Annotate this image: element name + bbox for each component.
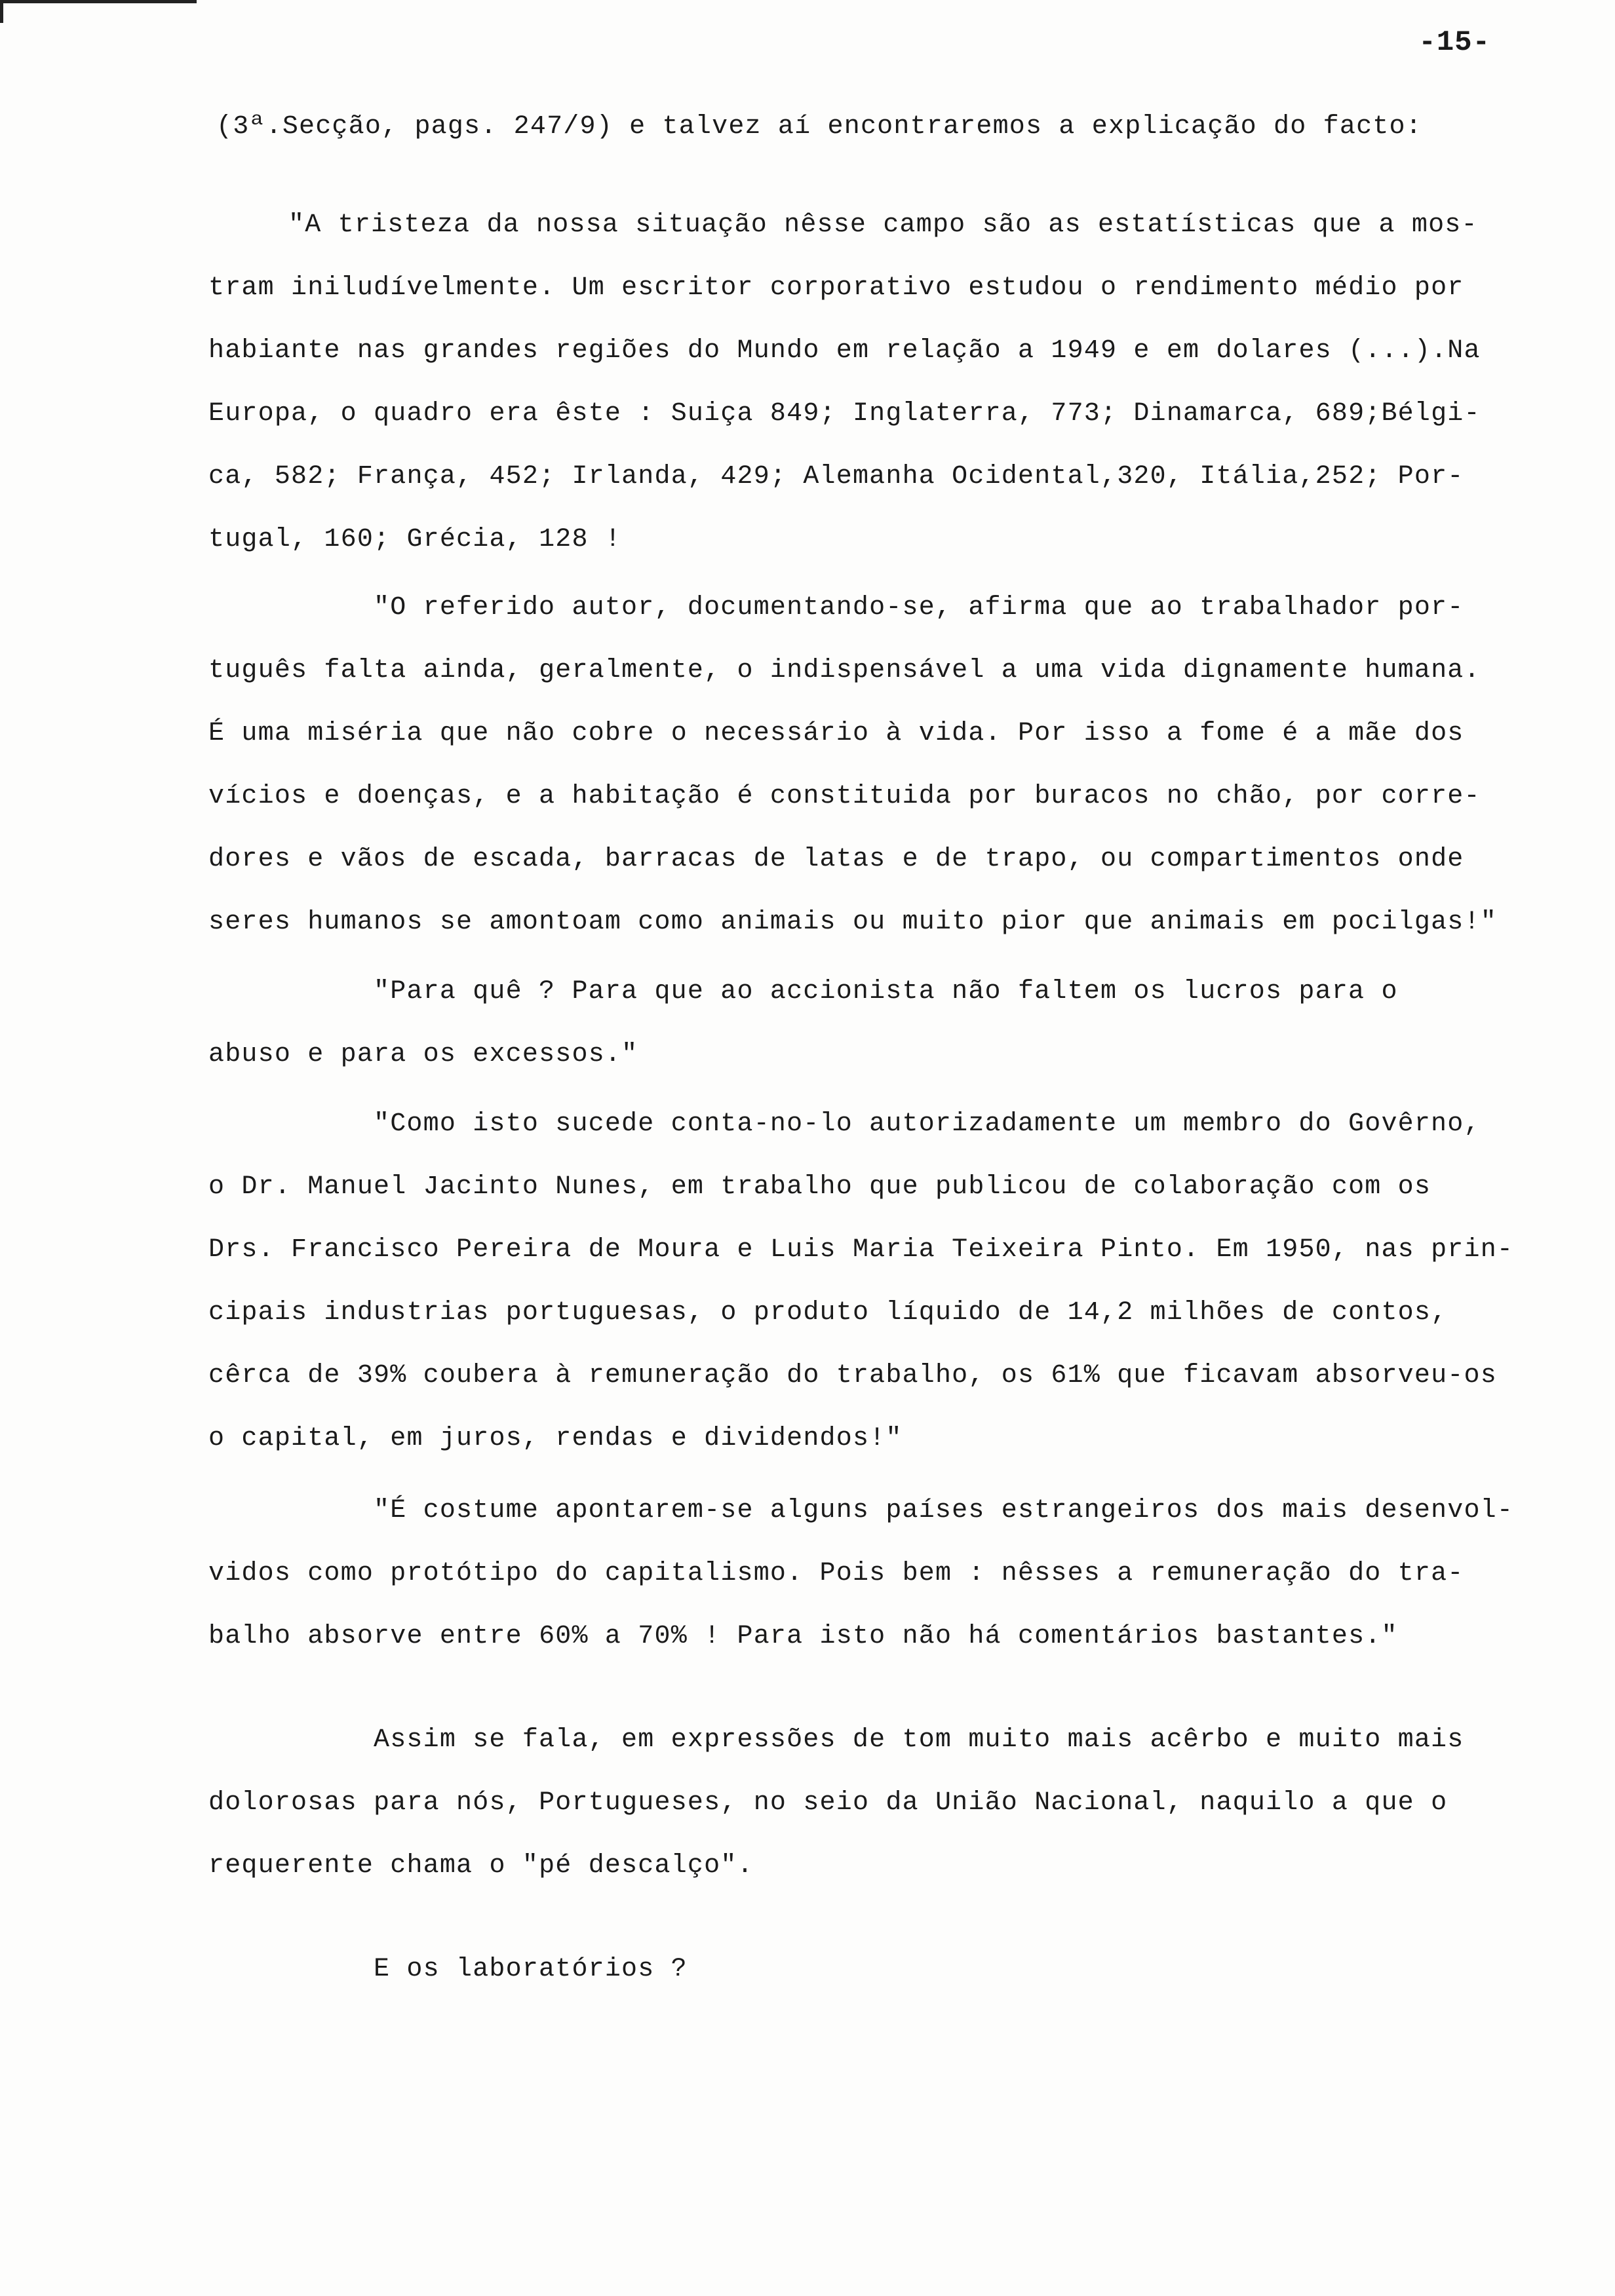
text-line-8: "O referido autor, documentando-se, afirma que ao trabalhador por- xyxy=(374,593,1464,622)
text-line-21: o capital, em juros, rendas e dividendos!" xyxy=(208,1424,903,1453)
text-line-23: vidos como protótipo do capitalismo. Pois bem : nêsses a remuneração do tra- xyxy=(208,1559,1464,1588)
text-line-20: cêrca de 39% coubera à remuneração do trabalho, os 61% que ficavam absorveu-os xyxy=(208,1361,1497,1390)
text-line-28: E os laboratórios ? xyxy=(374,1955,688,1984)
scan-corner-mark xyxy=(0,0,197,12)
text-line-12: dores e vãos de escada, barracas de latas e de trapo, ou compartimentos onde xyxy=(208,845,1464,874)
text-line-27: requerente chama o "pé descalço". xyxy=(208,1851,754,1881)
text-line-1: (3ª.Secção, pags. 247/9) e talvez aí encontraremos a explicação do facto: xyxy=(216,112,1422,142)
text-line-22: "É costume apontarem-se alguns países estrangeiros dos mais desenvol- xyxy=(374,1496,1514,1525)
text-line-14: "Para quê ? Para que ao accionista não faltem os lucros para o xyxy=(374,977,1398,1006)
page-number: -15- xyxy=(1418,26,1490,59)
text-line-3: tram iniludívelmente. Um escritor corporativo estudou o rendimento médio por xyxy=(208,273,1464,303)
text-line-19: cipais industrias portuguesas, o produto líquido de 14,2 milhões de contos, xyxy=(208,1298,1448,1328)
text-line-4: habiante nas grandes regiões do Mundo em relação a 1949 e em dolares (...).Na xyxy=(208,336,1481,366)
text-line-15: abuso e para os excessos." xyxy=(208,1040,638,1069)
text-line-26: dolorosas para nós, Portugueses, no seio da União Nacional, naquilo a que o xyxy=(208,1788,1448,1818)
text-line-5: Europa, o quadro era êste : Suiça 849; Inglaterra, 773; Dinamarca, 689;Bélgi- xyxy=(208,399,1481,429)
text-line-16: "Como isto sucede conta-no-lo autorizadamente um membro do Govêrno, xyxy=(374,1109,1481,1139)
text-line-13: seres humanos se amontoam como animais ou muito pior que animais em pocilgas!" xyxy=(208,908,1497,937)
text-line-6: ca, 582; França, 452; Irlanda, 429; Alemanha Ocidental,320, Itália,252; Por- xyxy=(208,462,1464,491)
text-line-2: "A tristeza da nossa situação nêsse campo são as estatísticas que a mos- xyxy=(288,210,1478,240)
text-line-25: Assim se fala, em expressões de tom muito mais acêrbo e muito mais xyxy=(374,1725,1464,1755)
text-line-11: vícios e doenças, e a habitação é constituida por buracos no chão, por corre- xyxy=(208,782,1481,811)
text-line-17: o Dr. Manuel Jacinto Nunes, em trabalho que publicou de colaboração com os xyxy=(208,1172,1431,1202)
text-line-24: balho absorve entre 60% a 70% ! Para isto não há comentários bastantes." xyxy=(208,1622,1398,1651)
text-line-10: É uma miséria que não cobre o necessário à vida. Por isso a fome é a mãe dos xyxy=(208,719,1464,748)
text-line-18: Drs. Francisco Pereira de Moura e Luis Maria Teixeira Pinto. Em 1950, nas prin- xyxy=(208,1235,1514,1265)
text-line-9: tuguês falta ainda, geralmente, o indispensável a uma vida dignamente humana. xyxy=(208,656,1481,685)
text-line-7: tugal, 160; Grécia, 128 ! xyxy=(208,525,622,554)
